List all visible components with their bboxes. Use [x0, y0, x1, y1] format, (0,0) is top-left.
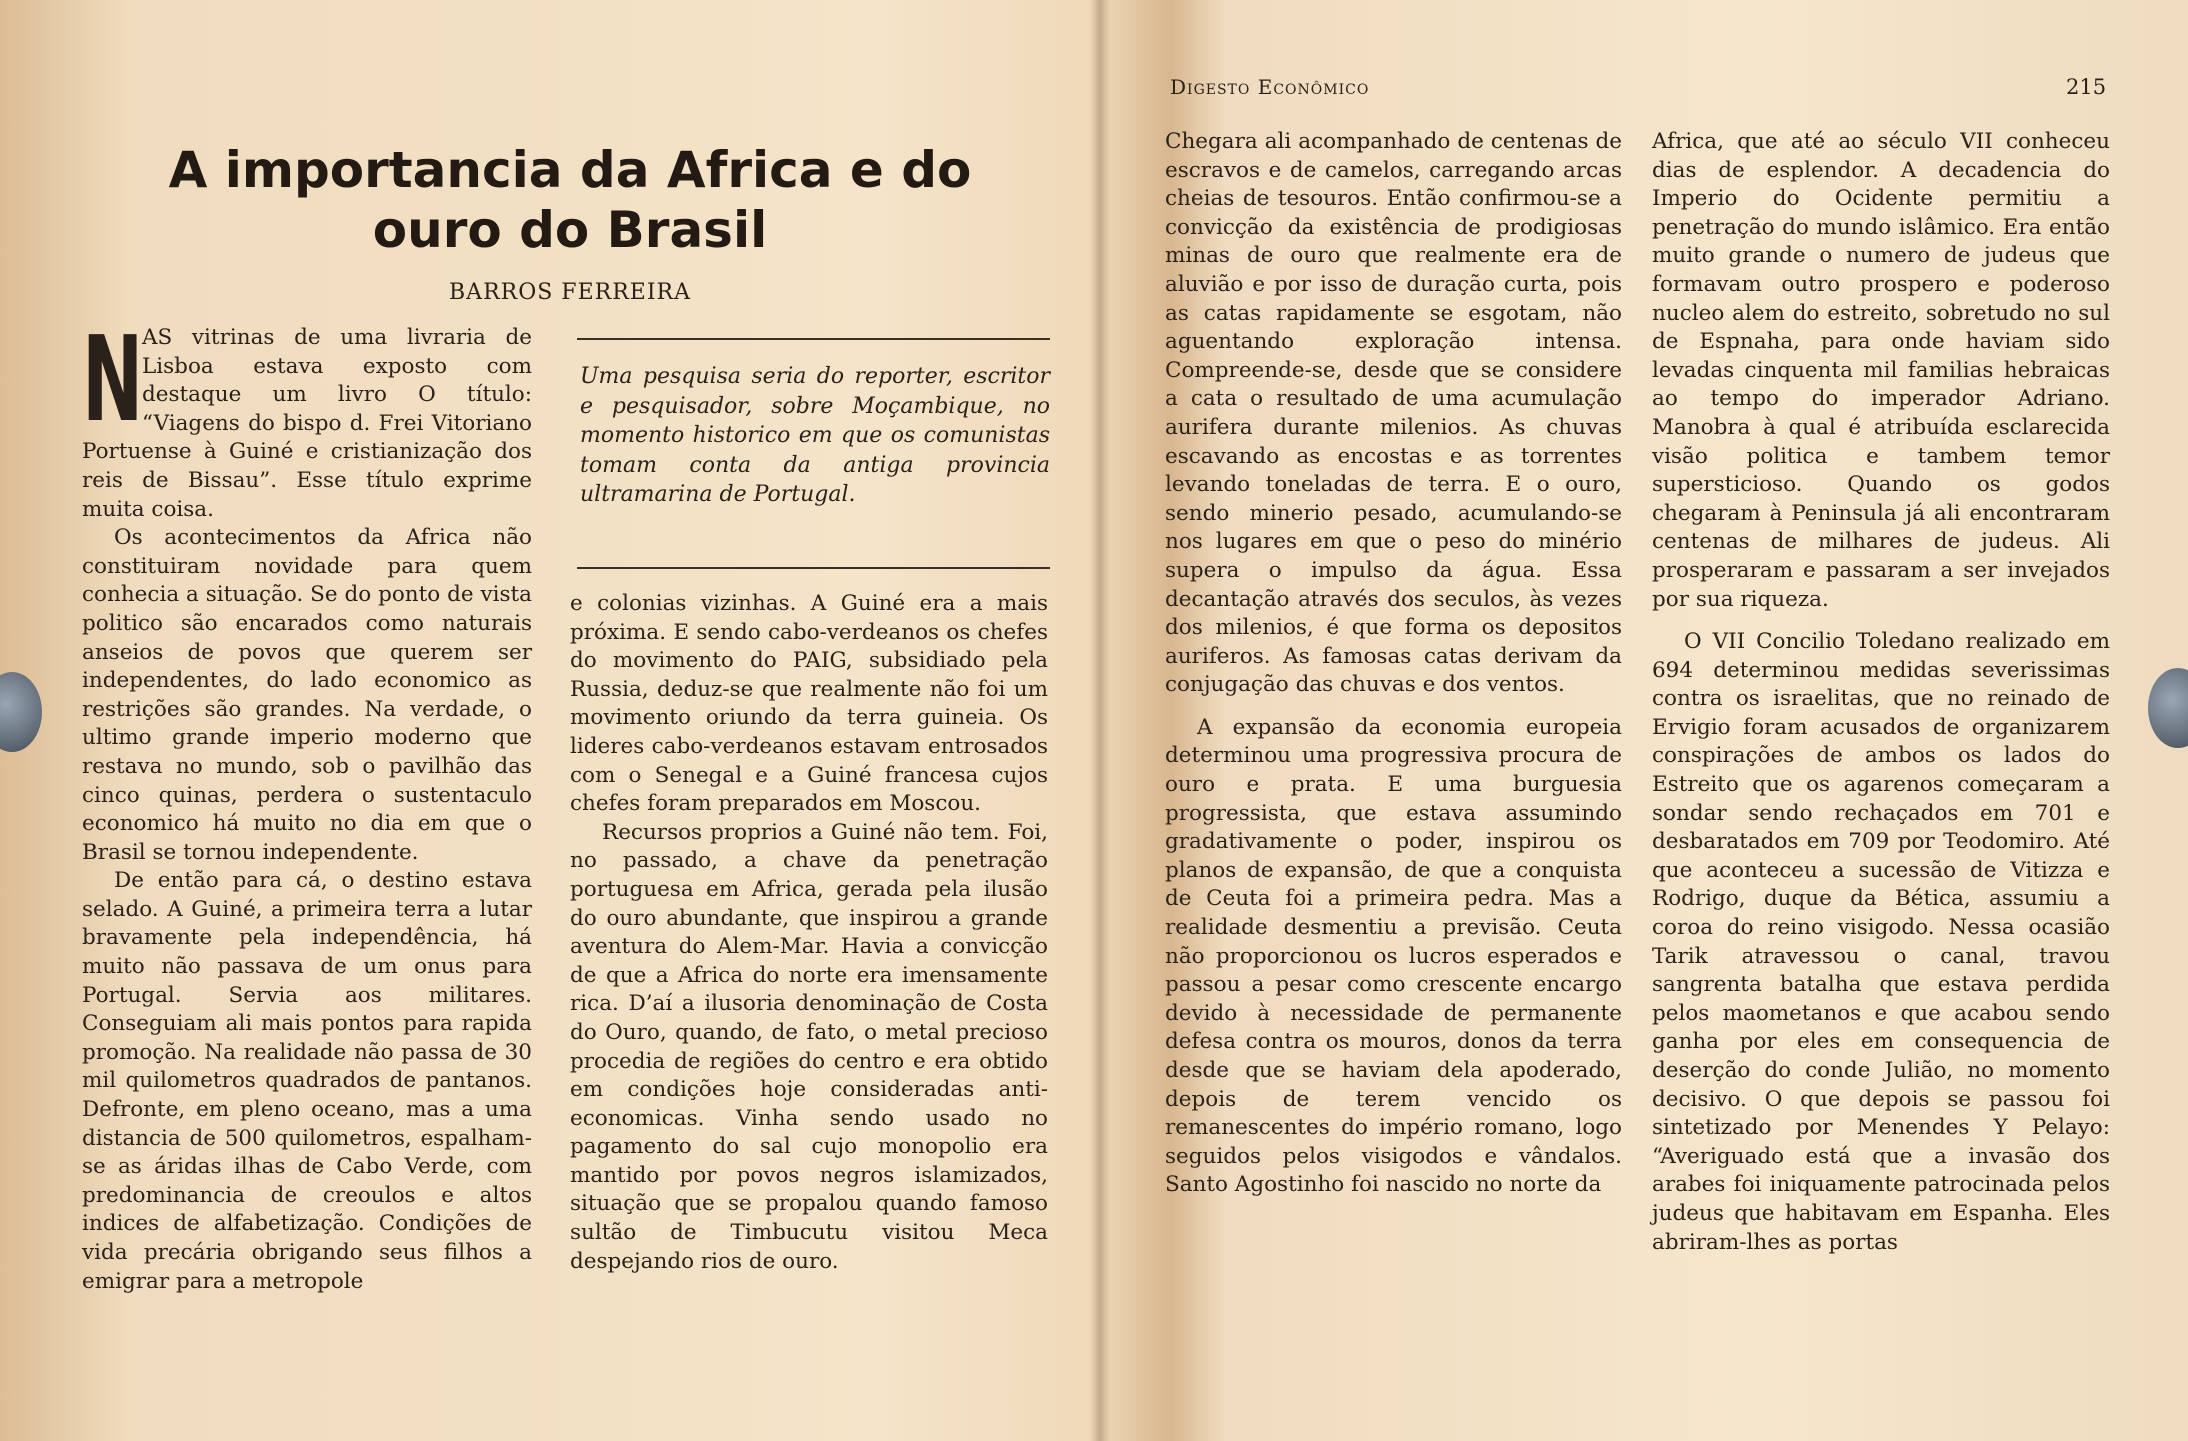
binding-hole-right: [2148, 668, 2188, 748]
page-number: 215: [2066, 75, 2107, 99]
text-column-4: [1652, 128, 2110, 1257]
paragraph: e colonias vizinhas. A Guiné era a mais próxima. E sendo cabo-verdeanos os chefes do movimento do PAIG, subsidiado pela Russia, deduz-se que realmente não foi um movimento oriundo da terra guineia. Os lideres cabo-verdeanos estavam entrosados com o Senegal e a Guiné francesa cujos chefes foram preparados em Moscou.: [570, 591, 1048, 817]
paragraph: Os acontecimentos da Africa não constituiram novidade para quem conhecia a situação. Se do ponto de vista politico são encarados como naturais anseios de povos que querem ser independentes, do lado economico as restrições são grandes. Na verdade, o ultimo grande imperio moderno que restava no mundo, sob o pavilhão das cinco quinas, perdera o sustentaculo economico há muito no dia em que o Brasil se tornou independente.: [82, 525, 532, 865]
text-column-2: [570, 590, 1048, 1276]
drop-cap: N: [82, 310, 144, 448]
blurb-rule-top: [577, 338, 1050, 340]
article-title: A importancia da Africa e do ouro do Brasil: [168, 141, 972, 259]
book-gutter: [1090, 0, 1110, 1441]
text-column-3: [1165, 128, 1622, 1200]
running-head: Digesto Econômico: [1170, 75, 1370, 99]
binding-hole-left: [0, 672, 42, 752]
text-column-1: [82, 310, 532, 1296]
paragraph: Africa, que até ao século VII conheceu dias de esplendor. A decadencia do Imperio do Ocidente permitiu a penetração do mundo islâmico. Era então muito grande o numero de judeus que formavam outro prospero e poderoso nucleo alem do estreito, sobretudo no sul de Espnaha, para onde haviam sido levadas cinquenta mil familias hebraicas ao tempo do imperador Adriano. Manobra à qual é atribuída esclarecida visão politica e tambem temor supersticioso. Quando os godos chegaram à Peninsula já ali encontraram centenas de milhares de judeus. Ali prosperaram e passaram a ser invejados por sua riqueza.: [1652, 129, 2110, 612]
paragraph: Recursos proprios a Guiné não tem. Foi, no passado, a chave da penetração portuguesa em Africa, gerada pela ilusão do ouro abundante, que inspirou a grande aventura do Alem-Mar. Havia a convicção de que a Africa do norte era imensamente rica. D’aí a ilusoria denominação de Costa do Ouro, quando, de fato, o metal precioso procedia de regiões do centro e era obtido em condições hoje consideradas anti-economicas. Vinha sendo usado no pagamento do sal cujo monopolio era mantido por povos negros islamizados, situação que se propalou quando famoso sultão de Timbucutu visitou Meca despejando rios de ouro.: [570, 819, 1048, 1274]
article-blurb: Uma pesquisa seria do reporter, escritor e pesquisador, sobre Moçambique, no momento historico em que os comunistas tomam conta da antiga provincia ultramarina de Portugal.: [580, 364, 1050, 507]
blurb-rule-bottom: [577, 567, 1050, 569]
paragraph: O VII Concilio Toledano realizado em 694 determinou medidas severissimas contra os israelitas, que no reinado de Ervigio foram acusados de organizarem conspirações de ambos os lados do Estreito que os agarenos começaram a sondar sendo rechaçados em 701 e desbaratados em 709 por Teodomiro. Até que aconteceu a sucessão de Vitizza e Rodrigo, duque da Bética, assumiu a coroa do reino visigodo. Nessa ocasião Tarik atravessou o canal, travou sangrenta batalha que estava perdida pelos maometanos e que acabou sendo ganha por eles em consequencia de deserção do conde Julião, no momento decisivo. O que depois se passou foi sintetizado por Menendes Y Pelayo: “Averiguado está que a invasão dos arabes foi iniquamente patrocinada pelos judeus que habitavam em Espanha. Eles abriram-lhes as portas: [1652, 629, 2110, 1255]
paragraph: AS vitrinas de uma livraria de Lisboa estava exposto com destaque um livro O título: “Viagens do bispo d. Frei Vitoriano Portuense à Guiné e cristianização dos reis de Bissau”. Esse título exprime muita coisa.: [82, 325, 532, 522]
paragraph: De então para cá, o destino estava selado. A Guiné, a primeira terra a lutar bravamente pela independência, há muito não passava de um onus para Portugal. Servia aos militares. Conseguiam ali mais pontos para rapida promoção. Na realidade não passa de 30 mil quilometros quadrados de pantanos. Defronte, em pleno oceano, mas a uma distancia de 500 quilometros, espalham-se as áridas ilhas de Cabo Verde, com predominancia de creoulos e altos indices de alfabetização. Condições de vida precária obrigando seus filhos a emigrar para a metropole: [82, 868, 532, 1294]
paragraph: A expansão da economia europeia determinou uma progressiva procura de ouro e prata. E uma burguesia progressista, que estava assumindo gradativamente o poder, inspirou os planos de expansão, de que a conquista de Ceuta foi a primeira pedra. Mas a realidade desmentiu a previsão. Ceuta não proporcionou os lucros esperados e passou a pesar como crescente encargo devido à necessidade de permanente defesa contra os mouros, donos da terra desde que se haviam dela apoderado, depois de terem vencido os remanescentes do império romano, logo seguidos pelos visigodos e vândalos. Santo Agostinho foi nascido no norte da: [1165, 714, 1622, 1198]
article-author: BARROS FERREIRA: [449, 280, 691, 305]
paragraph: Chegara ali acompanhado de centenas de escravos e de camelos, carregando arcas cheias de tesouros. Então confirmou-se a convicção da existência de prodigiosas minas de ouro que realmente era de aluvião e por isso de duração curta, pois as catas rapidamente se esgotam, não aguentando exploração intensa. Compreende-se, desde que se considere a cata o resultado de uma acumulação aurifera durante milenios. As chuvas escavando as encostas e as torrentes levando toneladas de terra. E o ouro, sendo minerio pesado, acumulando-se nos lugares em que o peso do minério supera o impulso da água. Essa decantação através dos seculos, às vezes dos milenios, é que forma os depositos auriferos. As famosas catas derivam da conjugação das chuvas e dos ventos.: [1165, 129, 1622, 698]
